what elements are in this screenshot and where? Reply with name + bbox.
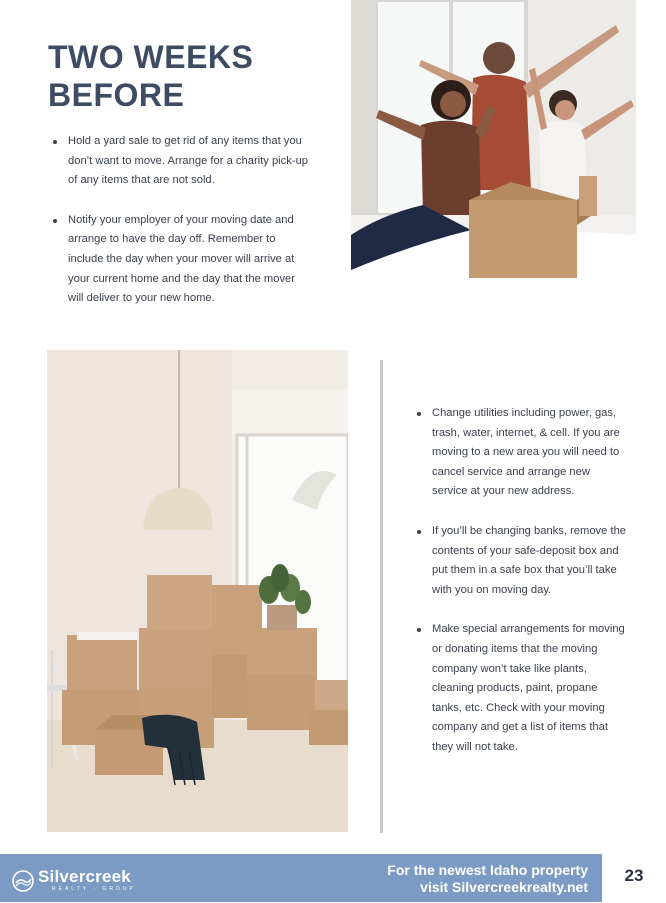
vertical-divider	[380, 360, 383, 833]
title-line-2: BEFORE	[48, 77, 185, 113]
family-moving-photo	[351, 0, 636, 283]
list-item: Notify your employer of your moving date and arrange to have the day off. Remember to include the day when your mover will arrive at your current home and the day that the mover will deliver to your new home.	[52, 211, 310, 309]
footer-promo	[387, 862, 588, 896]
title-line-1: TWO WEEKS	[48, 39, 254, 75]
footer-bar	[0, 854, 602, 902]
logo-subtitle: REALTY · GROUP	[52, 886, 136, 892]
top-bullet-list	[52, 132, 310, 329]
logo-name: Silvercreek	[38, 867, 131, 886]
silvercreek-logo[interactable]	[12, 868, 136, 893]
list-item: Hold a yard sale to get rid of any items that you don’t want to move. Arrange for a charity pick-up of any items that are not sold.	[52, 132, 310, 191]
list-item: If you’ll be changing banks, remove the contents of your safe-deposit box and put them in a safe box that you’ll take with you on moving day.	[416, 522, 628, 600]
silvercreek-mark-icon	[12, 870, 34, 892]
footer-line-1: For the newest Idaho property	[387, 862, 588, 878]
page-title	[48, 38, 338, 114]
list-item: Change utilities including power, gas, trash, water, internet, & cell. If you are moving to a new area you will need to cancel service and arrange new service at your new address.	[416, 404, 628, 502]
list-item: Make special arrangements for moving or donating items that the moving company won’t take like plants, cleaning products, paint, propane tanks, etc. Check with your moving company and get a list of items that they will not take.	[416, 620, 628, 757]
right-bullet-list	[416, 404, 628, 778]
footer-website-link[interactable]: visit Silvercreekrealty.net	[420, 879, 588, 895]
room-boxes-photo	[47, 350, 348, 832]
page-number: 23	[624, 866, 644, 885]
